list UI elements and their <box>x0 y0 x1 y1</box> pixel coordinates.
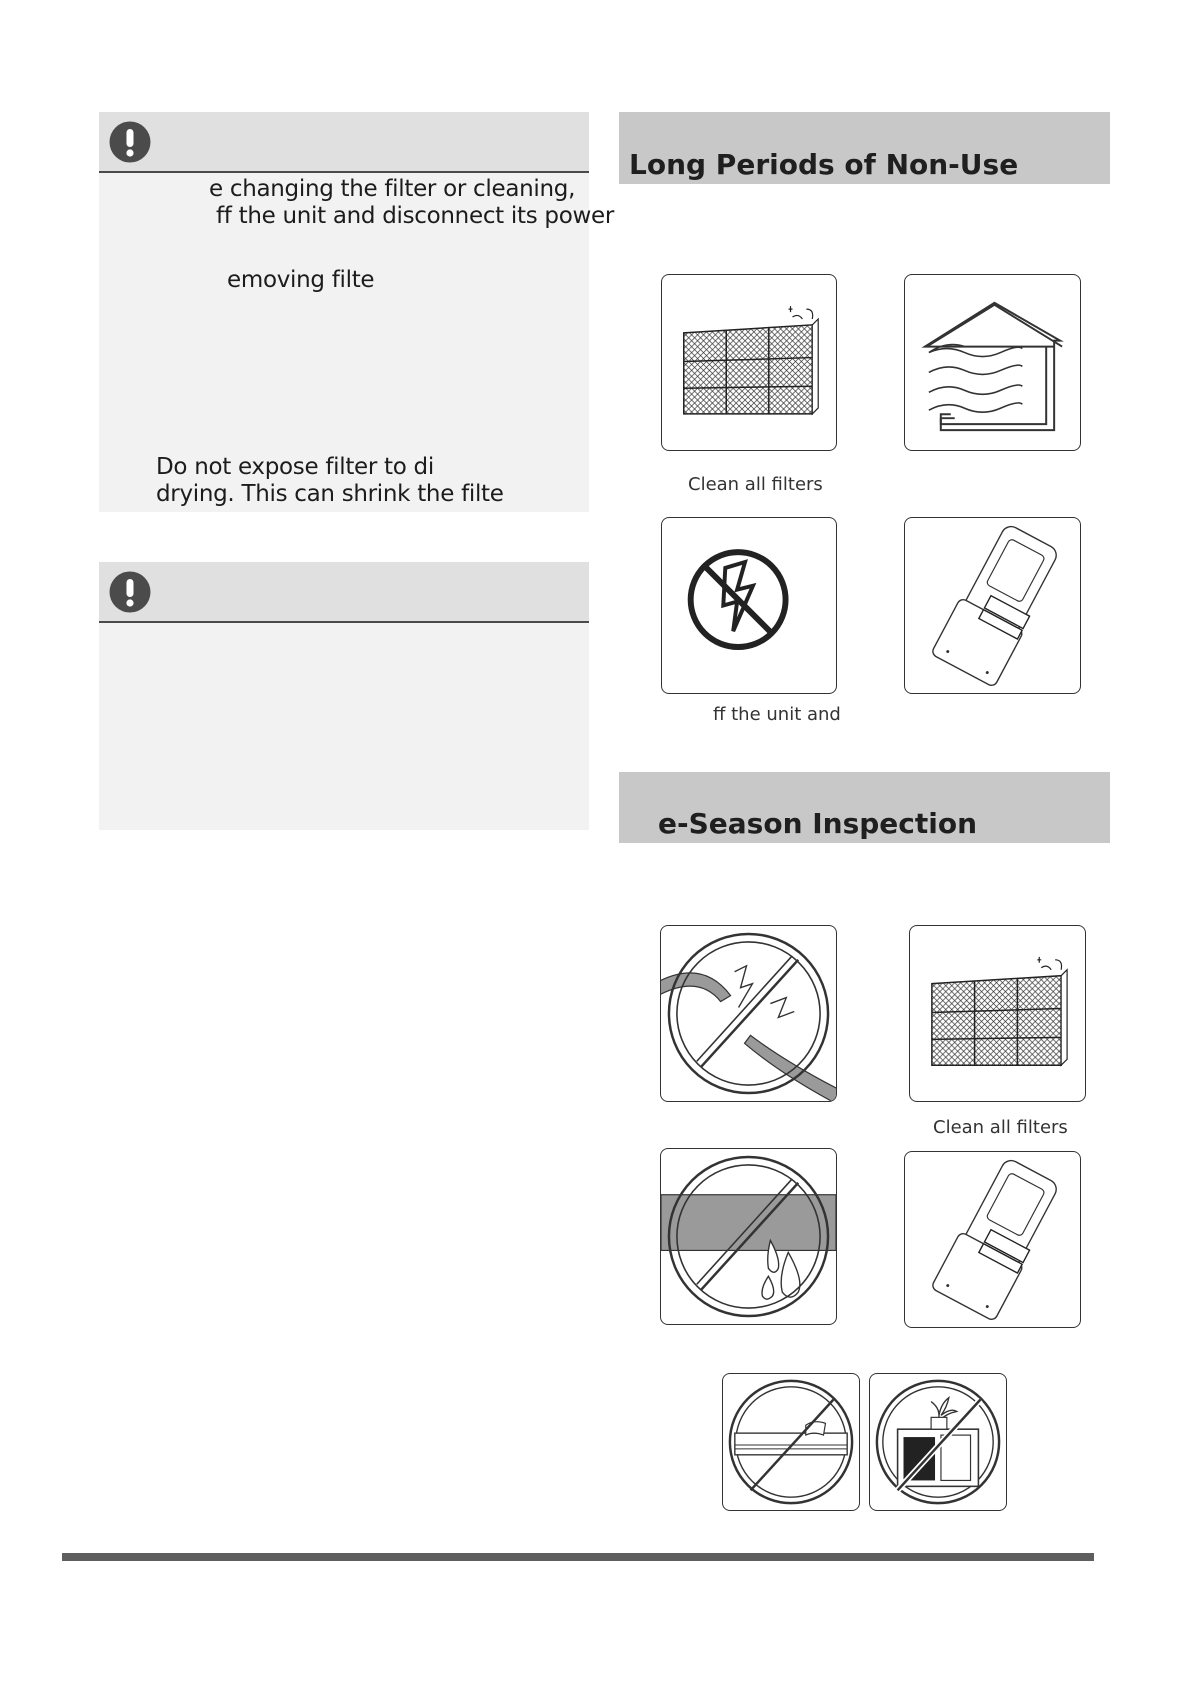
card-no-water-leak <box>660 1148 837 1325</box>
card-clean-filters-2 <box>909 925 1086 1102</box>
caution-header-bar <box>99 112 589 173</box>
filter-icon <box>662 275 836 450</box>
no-blocked-outdoor-unit-icon <box>870 1374 1006 1510</box>
caution-line-3: emoving filte <box>227 267 375 293</box>
no-blocked-indoor-unit-icon <box>723 1374 859 1510</box>
exclamation-circle-icon <box>109 121 151 163</box>
no-damaged-wire-icon <box>661 926 836 1101</box>
caution-header-bar <box>99 562 589 623</box>
card-no-power <box>661 517 837 694</box>
house-airflow-icon <box>905 275 1080 450</box>
caution-line-2: ff the unit and disconnect its power <box>216 203 614 229</box>
caution-box-2 <box>99 562 589 830</box>
section-title-non-use: Long Periods of Non-Use <box>629 148 1019 181</box>
no-power-icon <box>662 518 836 693</box>
remote-battery-icon <box>905 518 1080 693</box>
card-house-air <box>904 274 1081 451</box>
caution-line-1: e changing the filter or cleaning, <box>209 176 576 202</box>
card-clean-filters <box>661 274 837 451</box>
card-remote-battery <box>904 517 1081 694</box>
remote-battery-icon <box>905 1152 1080 1327</box>
footer-rule <box>62 1553 1094 1561</box>
caption-clean-filters: Clean all filters <box>688 474 823 495</box>
caution-line-5: drying. This can shrink the filte <box>156 481 504 507</box>
caption-clean-filters-2: Clean all filters <box>933 1117 1068 1138</box>
caution-box-filter <box>99 112 614 512</box>
card-no-blocked-indoor-unit <box>722 1373 860 1511</box>
section-header-inspection <box>619 772 1110 843</box>
caption-turn-off-unit: ff the unit and <box>713 704 841 725</box>
caution-line-4: Do not expose filter to di <box>156 454 434 480</box>
card-no-blocked-outdoor-unit <box>869 1373 1007 1511</box>
card-remote-battery-2 <box>904 1151 1081 1328</box>
no-water-leak-icon <box>661 1149 836 1324</box>
section-header-non-use <box>619 112 1110 184</box>
filter-icon <box>910 926 1085 1101</box>
card-no-damaged-wire <box>660 925 837 1102</box>
section-title-inspection: e-Season Inspection <box>658 807 978 840</box>
exclamation-circle-icon <box>109 571 151 613</box>
